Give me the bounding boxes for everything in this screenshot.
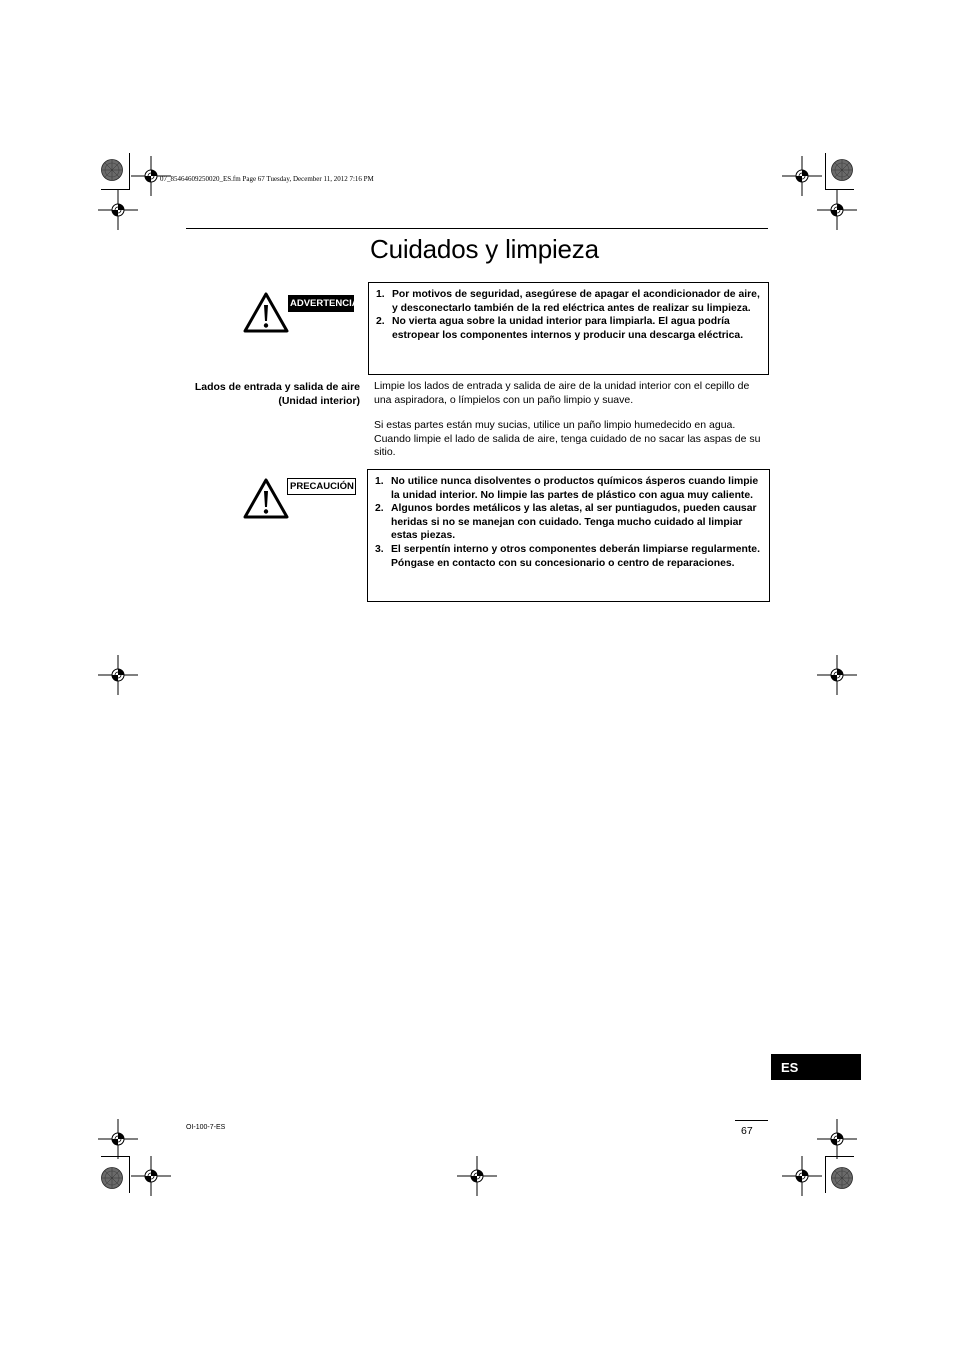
item-number: 2. <box>376 316 385 328</box>
crop-mark <box>826 1156 854 1157</box>
item-text: Por motivos de seguridad, asegúrese de apagar el acondicionador de aire, y desconectarlo también de la red eléctrica antes de realizar su limpieza. <box>392 289 760 314</box>
warning-triangle-icon <box>243 291 289 333</box>
file-stamp: 07_85464609250020_ES.fm Page 67 Tuesday, December 11, 2012 7:16 PM <box>160 175 374 183</box>
item-text: El serpentín interno y otros componentes deberán limpiarse regularmente. Póngase en contacto con su concesionario o centro de reparaciones. <box>391 543 760 569</box>
crop-mark <box>129 1156 130 1193</box>
warning-list <box>376 288 760 342</box>
warning-tag: ADVERTENCIA <box>288 295 354 312</box>
registration-mark-icon <box>817 190 857 230</box>
registration-mark-icon <box>98 190 138 230</box>
crop-mark <box>101 1156 129 1157</box>
caution-box <box>367 469 770 602</box>
crop-mark <box>825 153 826 190</box>
registration-ball-icon <box>831 1167 853 1189</box>
caution-list <box>375 475 761 570</box>
list-item <box>376 288 760 315</box>
registration-mark-icon <box>782 1156 822 1196</box>
registration-mark-icon <box>457 1156 497 1196</box>
item-number: 1. <box>375 476 384 487</box>
crop-mark <box>826 189 854 190</box>
caution-tag: PRECAUCIÓN <box>287 478 356 495</box>
crop-mark <box>129 153 130 190</box>
item-text: No utilice nunca disolventes o productos químicos ásperos cuando limpie la unidad interior. No limpie las partes de plástico con agua muy caliente. <box>391 476 759 501</box>
warning-triangle-icon <box>243 477 289 519</box>
warning-box <box>368 282 769 375</box>
crop-mark <box>825 1156 826 1193</box>
page-title: Cuidados y limpieza <box>370 234 599 264</box>
registration-mark-icon <box>98 1119 138 1159</box>
item-text: No vierta agua sobre la unidad interior para limpiarla. El agua podría estropear los componentes internos y producir una descarga eléctrica. <box>392 316 744 341</box>
crop-mark <box>101 189 129 190</box>
item-number: 3. <box>375 543 384 555</box>
title-rule <box>186 228 768 229</box>
item-number: 1. <box>376 289 385 300</box>
item-number: 2. <box>375 503 384 515</box>
section-paragraph: Limpie los lados de entrada y salida de aire de la unidad interior con el cepillo de una aspiradora, o límpielos con un paño limpio y suave. <box>374 380 750 406</box>
list-item <box>375 475 761 502</box>
page-number-rule <box>735 1120 768 1121</box>
document-code: OI-100-7-ES <box>186 1124 226 1131</box>
registration-mark-icon <box>98 655 138 695</box>
list-item <box>375 502 761 543</box>
list-item <box>375 543 761 570</box>
registration-ball-icon <box>101 1167 123 1189</box>
item-text: Algunos bordes metálicos y las aletas, al ser puntiagudos, pueden causar heridas si no se manejan con cuidado. Tenga mucho cuidado al limpiar estas piezas. <box>391 503 757 542</box>
registration-mark-icon <box>817 655 857 695</box>
registration-mark-icon <box>131 1156 171 1196</box>
section-paragraph: Si estas partes están muy sucias, utilice un paño limpio humedecido en agua. Cuando limpie el lado de salida de aire, tenga cuidado de no sacar las aspas de su sitio. <box>374 419 761 459</box>
registration-ball-icon <box>831 159 853 181</box>
registration-ball-icon <box>101 159 123 181</box>
registration-mark-icon <box>817 1119 857 1159</box>
list-item <box>376 315 760 342</box>
section-heading: Lados de entrada y salida de aire (Unidad interior) <box>194 381 360 407</box>
page-number: 67 <box>741 1125 753 1137</box>
registration-mark-icon <box>782 156 822 196</box>
language-tab: ES <box>771 1054 861 1080</box>
